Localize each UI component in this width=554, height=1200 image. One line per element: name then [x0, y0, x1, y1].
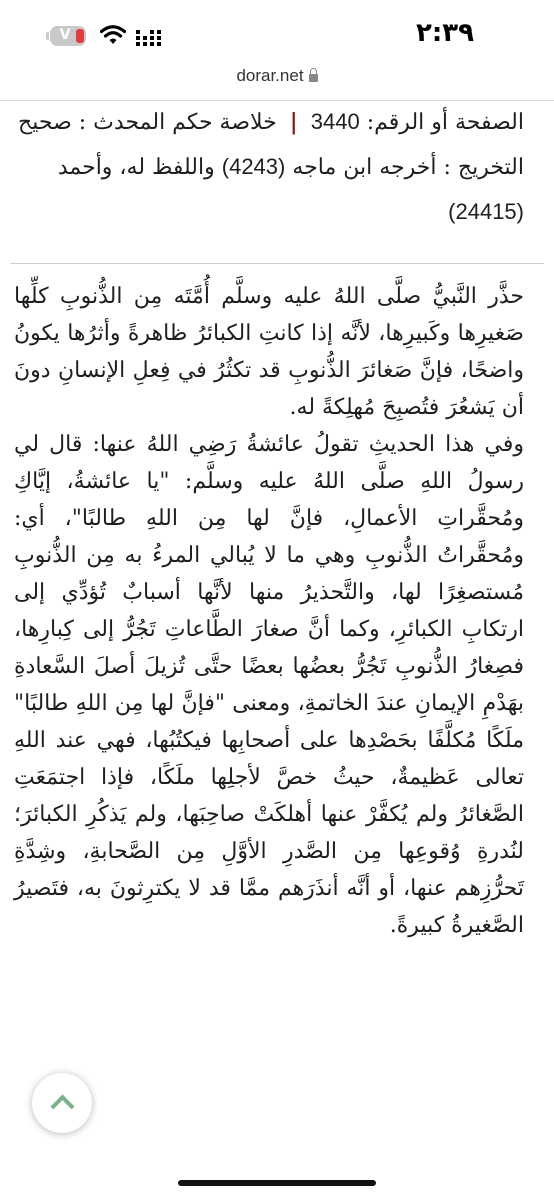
meta-separator: | [289, 109, 298, 135]
status-time: ٢:٣٩ [415, 18, 474, 48]
lock-icon [309, 74, 318, 82]
meta-takhrij [14, 145, 524, 235]
page-number-label: الصفحة أو الرقم: [366, 110, 524, 135]
chevron-up-icon [50, 1094, 74, 1118]
page-number-value: 3440 [310, 109, 360, 134]
wifi-icon [100, 24, 126, 46]
takhrij-label: التخريج : [443, 155, 524, 180]
ruling-label: خلاصة حكم المحدث : [78, 110, 277, 135]
home-indicator[interactable] [178, 1180, 376, 1186]
status-bar [0, 0, 554, 62]
address-bar[interactable] [0, 66, 554, 98]
section-divider [10, 263, 544, 264]
scroll-to-top-button[interactable] [32, 1073, 92, 1133]
battery-label: V [59, 27, 71, 43]
battery-cap [46, 32, 49, 40]
hadith-meta [14, 100, 524, 235]
meta-line-1 [14, 100, 524, 145]
explanation-paragraph-1: حذَّر النَّبيُّ صلَّى اللهُ عليه وسلَّم أُمَّتَه مِن الذُّنوبِ كلِّها صَغيرِها وكَبيرِها، لأنَّه إذا كانتِ الكبائرُ ظاهرةً وأثرُها يكونُ واضحًا، فإنَّ صَغائرَ الذُّنوبِ قد تكثُرُ في فِعلِ الإنسانِ دونَ أن يَشعُرَ فتُصبِحَ مُهلِكةً له. [14, 284, 524, 420]
ruling-value: صحيح [18, 110, 72, 135]
ahmad-number: (24415) [448, 199, 524, 224]
takhrij-text-2: واللفظ له، وأحمد [57, 155, 215, 180]
ibn-majah-number: (4243) [221, 154, 286, 179]
battery-icon [50, 26, 86, 46]
explanation-paragraph-2: وفي هذا الحديثِ تقولُ عائشةُ رَضِي اللهُ عنها: قال لي رسولُ اللهِ صلَّى اللهُ عليه وسلَّم: "يا عائشةُ، إيَّاكِ ومُحقَّراتِ الأعمالِ، فإنَّ لها مِن اللهِ طالبًا"، أي: ومُحقَّراتُ الذُّنوبِ وهي ما لا يُبالي المرءُ به مِن الذُّنوبِ مُستصغِرًا لها، والتَّحذيرُ منها لأنَّها أسبابٌ تُؤدِّي إلى ارتكابِ الكبائرِ، وكما أنَّ صغارَ الطَّاعاتِ تَجُرُّ إلى كِبارِها، فصِغارُ الذُّنوبِ تَجُرُّ بعضُها بعضًا حتَّى تُزيلَ أصلَ السَّعادةِ بهَدْمِ الإيمانِ عندَ الخاتمةِ، ومعنى "فإنَّ لها مِن اللهِ طالبًا" ملَكًا مُكلَّفًا بحَصْدِها على أصحابِها فيكتُبُها، فهي عند اللهِ تعالى عَظيمةٌ، حيثُ خصَّ لأجلِها ملَكًا، فإذا اجتمَعَتِ الصَّغائرُ ولم يُكفَّرْ عنها أهلكَتْ صاحِبَها، ولم يَذكُرِ الكبائرَ؛ لنُدرةِ وُقوعِها مِن الصَّدرِ الأوَّلِ مِن الصَّحابةِ، وشِدَّةِ تَحرُّزِهم عنها، أو أنَّه أنذَرَهم ممَّا قد لا يكترِثونَ به، فتَصيرُ الصَّغيرةُ كبيرةً. [14, 432, 524, 938]
url-text: dorar.net [236, 66, 304, 85]
signal-bars-icon [136, 28, 162, 48]
takhrij-text: أخرجه ابن ماجه [292, 155, 437, 180]
hadith-explanation [14, 278, 524, 944]
